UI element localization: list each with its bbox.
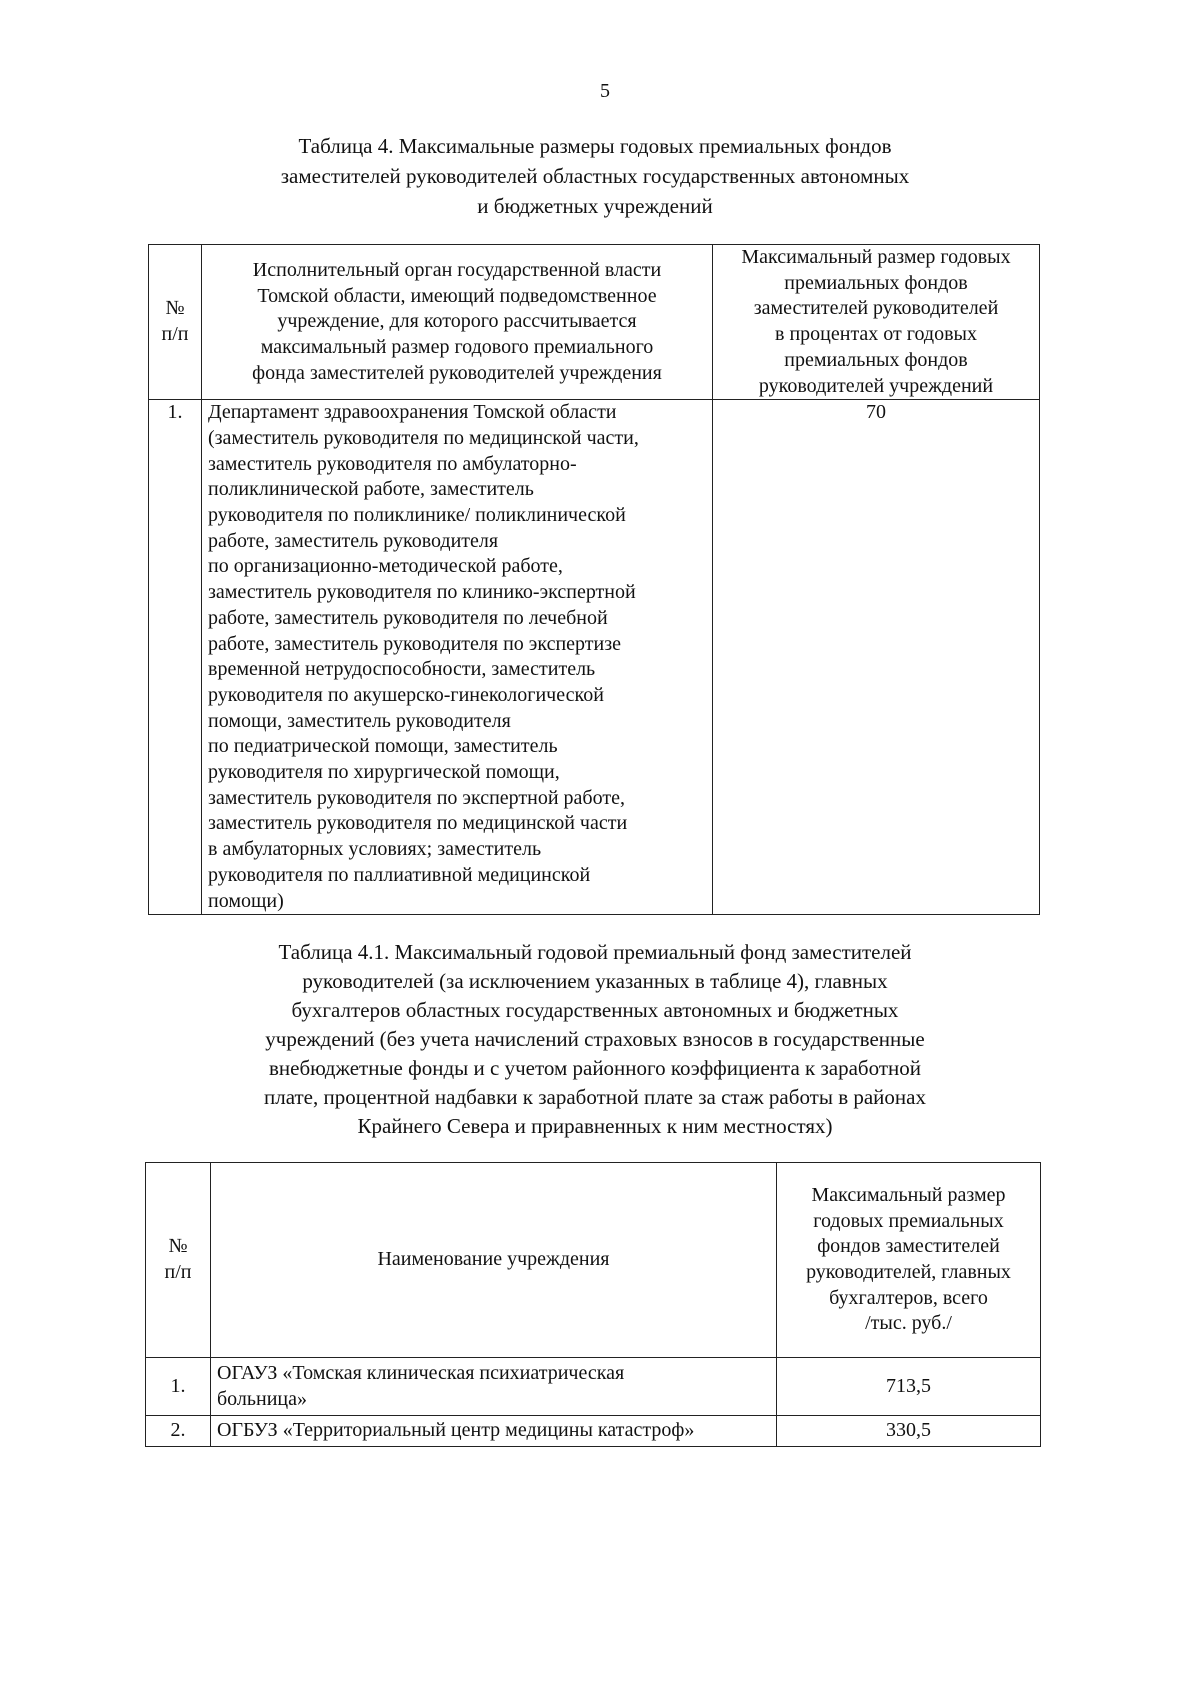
row-organ: Департамент здравоохранения Томской области (заместитель руководителя по медицинской части, заместитель руководителя по амбулаторно- поликлинической работе, заместитель руководителя по поликлинике/ поликлинической работе, заместитель руководителя по организационно-методической работе, заместитель руководителя по клинико-экспертной работе, заместитель руководителя по лечебной работе, заместитель руководителя по экспертизе временной нетрудоспособности, заместитель руководителя по акушерско-гинекологической помощи, заместитель руководителя по педиатрической помощи, заместитель руководителя по хирургической помощи, заместитель руководителя по экспертной работе, заместитель руководителя по медицинской части в амбулаторных условиях; заместитель руководителя по паллиативной медицинской помощи) bbox=[202, 400, 713, 915]
table-row bbox=[146, 1416, 1041, 1447]
table-4-title: Таблица 4. Максимальные размеры годовых премиальных фондов заместителей руководителей областных государственных автономных и бюджетных учреждений bbox=[280, 134, 910, 218]
row-value: 330,5 bbox=[777, 1416, 1041, 1447]
header-num: № п/п bbox=[149, 245, 202, 400]
table-row bbox=[149, 400, 1040, 915]
row-num: 1. bbox=[146, 1358, 211, 1416]
row-value: 713,5 bbox=[777, 1358, 1041, 1416]
row-value: 70 bbox=[713, 400, 1040, 915]
table-header-row bbox=[146, 1163, 1041, 1358]
table-4-1 bbox=[145, 1162, 1041, 1447]
table-4 bbox=[148, 244, 1040, 915]
row-name: ОГБУЗ «Территориальный центр медицины катастроф» bbox=[211, 1416, 777, 1447]
header-name: Наименование учреждения bbox=[211, 1163, 777, 1358]
row-num: 1. bbox=[149, 400, 202, 915]
table-row bbox=[146, 1358, 1041, 1416]
table-4-1-title: Таблица 4.1. Максимальный годовой премиальный фонд заместителей руководителей (за исключением указанных в таблице 4), главных бухгалтеров областных государственных автономных и бюджетных учреждений (без учета начислений страховых взносов в государственные внебюджетные фонды и с учетом районного коэффициента к заработной плате, процентной надбавки к заработной плате за стаж работы в районах Крайнего Севера и приравненных к ним местностях) bbox=[264, 940, 926, 1138]
header-max-sum: Максимальный размер годовых премиальных фондов заместителей руководителей, главных бухгалтеров, всего /тыс. руб./ bbox=[777, 1163, 1041, 1358]
row-name: ОГАУЗ «Томская клиническая психиатрическая больница» bbox=[211, 1358, 777, 1416]
row-num: 2. bbox=[146, 1416, 211, 1447]
table-header-row bbox=[149, 245, 1040, 400]
header-num: № п/п bbox=[146, 1163, 211, 1358]
header-organ: Исполнительный орган государственной власти Томской области, имеющий подведомственное учреждение, для которого рассчитывается максимальный размер годового премиального фонда заместителей руководителей учреждения bbox=[202, 245, 713, 400]
header-max-percent: Максимальный размер годовых премиальных фондов заместителей руководителей в процентах от годовых премиальных фондов руководителей учреждений bbox=[713, 245, 1040, 400]
page-number: 5 bbox=[600, 80, 610, 102]
